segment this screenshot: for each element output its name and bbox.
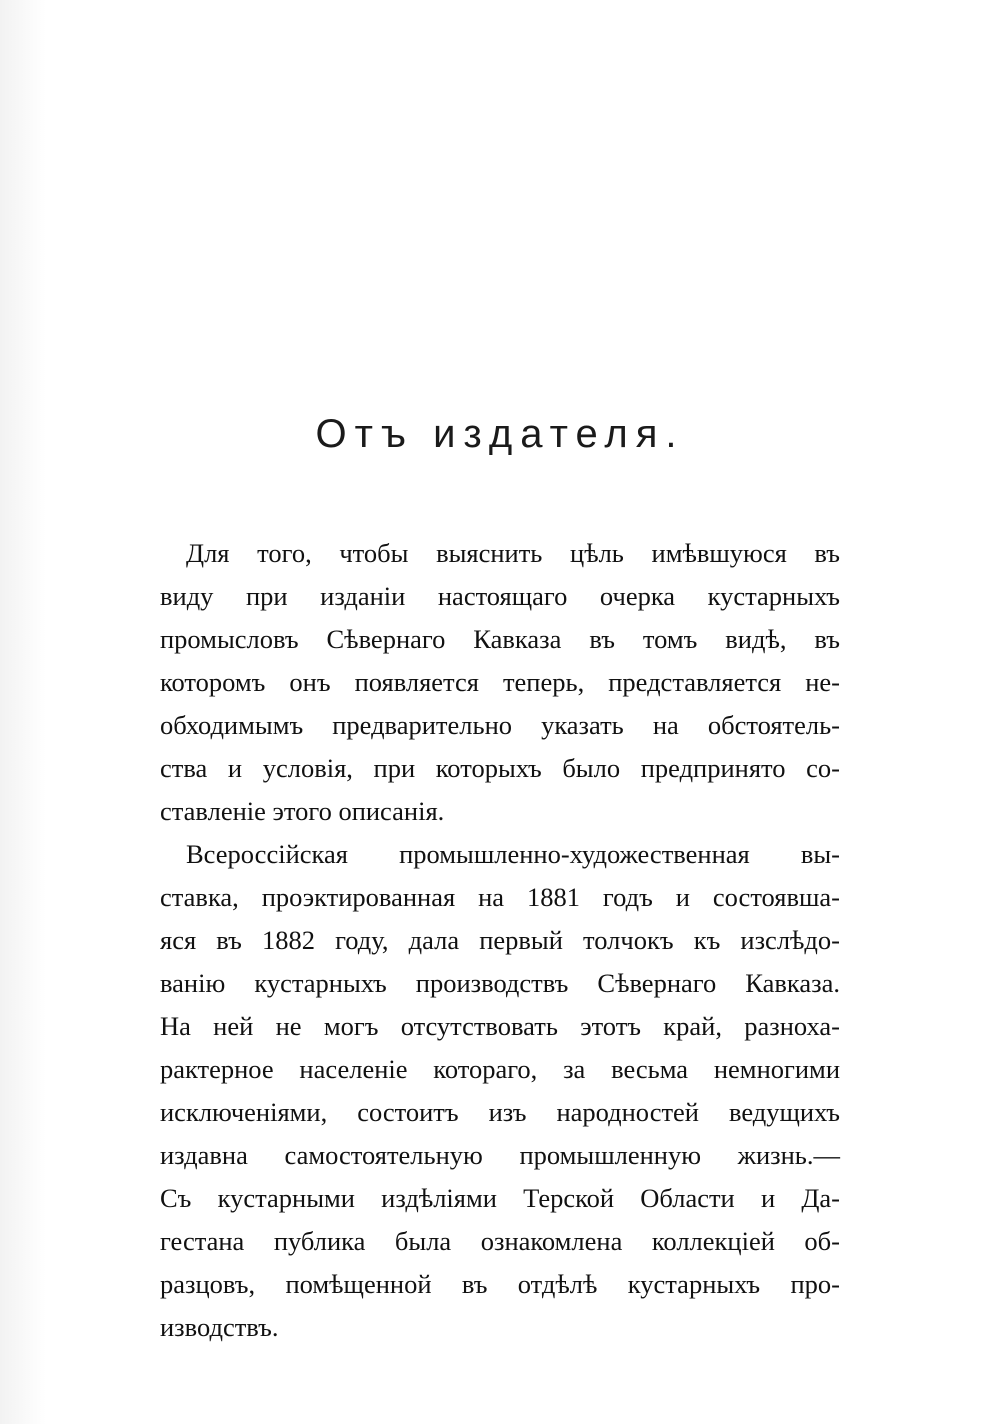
page-title: Отъ издателя. bbox=[315, 412, 685, 456]
paragraph-2-line-4: ванію кустарныхъ производствъ Сѣвернаго Кавказа. bbox=[160, 968, 840, 998]
paragraph-1-line-1: Для того, чтобы выяснить цѣль имѣвшуюся въ bbox=[186, 538, 840, 568]
paragraph-1-line-6: ства и условія, при которыхъ было предпринято со- bbox=[160, 753, 840, 783]
paragraph-2-line-6: рактерное населеніе котораго, за весьма немногими bbox=[160, 1054, 840, 1084]
paragraph-2-line-11: разцовъ, помѣщенной въ отдѣлѣ кустарныхъ про- bbox=[160, 1269, 840, 1299]
paragraph-2-line-10: гестана публика была ознакомлена коллекціей об- bbox=[160, 1226, 840, 1256]
page-edge-shadow bbox=[0, 0, 46, 1424]
paragraph-1-line-3: промысловъ Сѣвернаго Кавказа въ томъ видѣ, въ bbox=[160, 624, 840, 654]
paragraph-2-line-5: На ней не могъ отсутствовать этотъ край, разноха- bbox=[160, 1011, 840, 1041]
paragraph-2-line-9: Съ кустарными издѣліями Терской Области и Да- bbox=[160, 1183, 840, 1213]
paragraph-2-line-1: Всероссійская промышленно-художественная вы- bbox=[186, 839, 840, 869]
paragraph-1-line-5: обходимымъ предварительно указать на обстоятель- bbox=[160, 710, 840, 740]
paragraph-1-line-4: которомъ онъ появляется теперь, представляется не- bbox=[160, 667, 840, 697]
paragraph-2-line-3: яся въ 1882 году, дала первый толчокъ къ изслѣдо- bbox=[160, 925, 840, 955]
paragraph-2-line-8: издавна самостоятельную промышленную жизнь.— bbox=[160, 1140, 840, 1170]
paragraph-1-line-7: ставленіе этого описанія. bbox=[160, 796, 445, 826]
paragraph-1-line-2: виду при изданіи настоящаго очерка кустарныхъ bbox=[160, 581, 840, 611]
paragraph-2-line-7: исключеніями, состоитъ изъ народностей ведущихъ bbox=[160, 1097, 840, 1127]
paragraph-2-line-2: ставка, проэктированная на 1881 годъ и состоявша- bbox=[160, 882, 840, 912]
paragraph-2-line-12: изводствъ. bbox=[160, 1312, 279, 1342]
